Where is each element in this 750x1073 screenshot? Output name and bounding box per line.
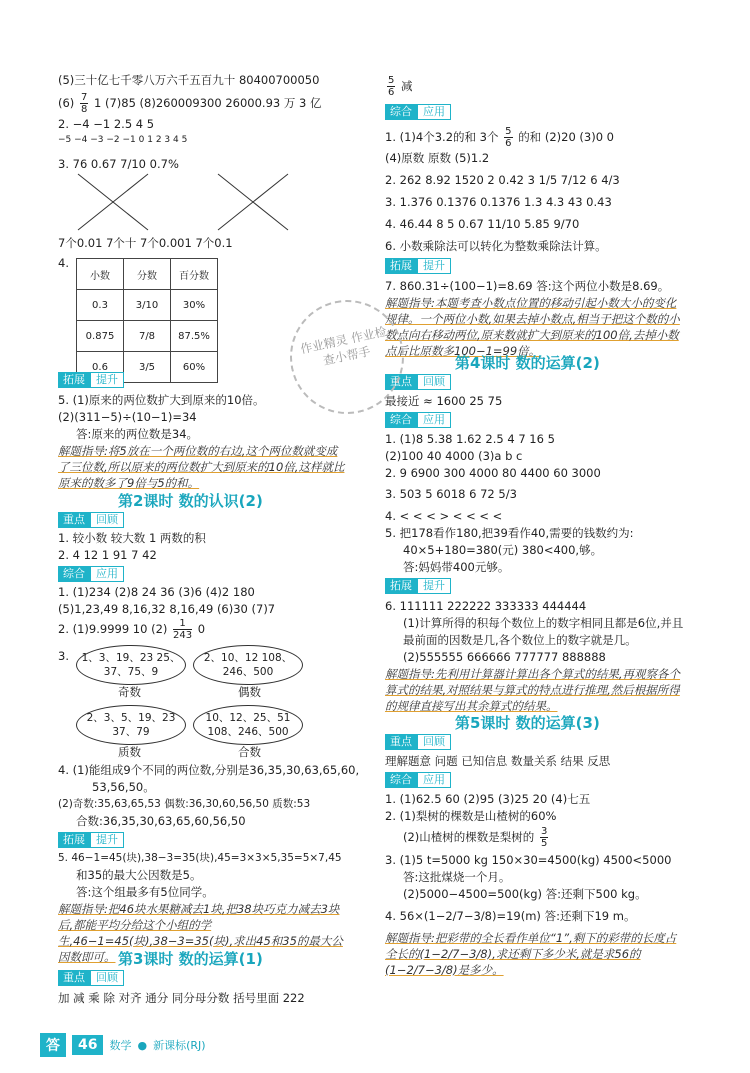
- solution-hint: 解题指导:把46块水果糖减去1块,把38块巧克力减去3块后,都能平均分给这个小组的学生,46−1=45(块),38−3=35(块),求出45和35的最大公因数即可。: [58, 902, 343, 964]
- text: (6): [58, 96, 75, 110]
- answer-line: 4. 56×(1−2/7−3/8)=19(m) 答:还剩下19 m。: [385, 909, 636, 923]
- page-number: 46: [72, 1035, 103, 1055]
- section-tag: 综合 应用: [385, 104, 451, 120]
- dot-icon: ●: [137, 1038, 148, 1052]
- lesson-title: 第5课时 数的运算(3): [455, 714, 600, 732]
- answer-line: 5. 把178看作180,把39看作40,需要的钱数约为:: [385, 526, 634, 540]
- answer-line: 53,56,50。: [92, 780, 155, 794]
- text: 2. (1)9.9999 10 (2): [58, 622, 168, 636]
- set-label: 质数: [118, 745, 141, 759]
- answer-line: 3. 503 5 6018 6 72 5/3: [385, 487, 517, 501]
- text: 1. (1)4个3.2的和 3个: [385, 130, 499, 144]
- answer-line: 2. 9 6900 300 4000 80 4400 60 3000: [385, 466, 601, 480]
- section-tag: 综合 应用: [385, 772, 451, 788]
- table-cell: 3/5: [124, 352, 171, 383]
- matching-lines: [68, 172, 298, 232]
- table-header: 百分数: [171, 259, 218, 290]
- answer-line: (1)计算所得的积每个数位上的数字相同且都是6位,并且: [403, 616, 684, 630]
- section-tag: 综合 应用: [58, 566, 124, 582]
- set-ellipse-composite: 10、12、25、51 108、246、500: [193, 705, 303, 745]
- answer-line: 2. 4 12 1 91 7 42: [58, 548, 157, 562]
- solution-hint: 解题指导:先利用计算器计算出各个算式的结果,再观察各个算式的结果,对照结果与算式的特点进行推理,然后根据所得的规律直接写出其余算式的结果。: [385, 667, 681, 713]
- answer-line: 3. 1.376 0.1376 0.1376 1.3 4.3 43 0.43: [385, 195, 612, 209]
- answer-line: 5. (1)原来的两位数扩大到原来的10倍。: [58, 393, 265, 407]
- answer-line: 1. (1)234 (2)8 24 36 (3)6 (4)2 180: [58, 585, 255, 599]
- answer-line: [385, 126, 614, 149]
- answer-line: [58, 618, 205, 641]
- table-cell: 0.875: [77, 321, 124, 352]
- fraction: $\frac{5}{6}$: [388, 75, 395, 98]
- table-cell: 87.5%: [171, 321, 218, 352]
- answer-line: [385, 75, 413, 98]
- answer-line: 答:这个组最多有5位同学。: [76, 885, 214, 899]
- solution-hint: 解题指导:把彩带的全长看作单位“1”,剩下的彩带的长度占全长的(1−2/7−3/8),求还剩下多少米,就是求56的(1−2/7−3/8)是多少。: [385, 931, 677, 977]
- matching-top: 3. 76 0.67 7/10 0.7%: [58, 157, 179, 171]
- table-cell: 0.6: [77, 352, 124, 383]
- section-tag: 拓展 提升: [58, 372, 124, 388]
- answer-line: 答:这批煤烧一个月。: [403, 870, 511, 884]
- lesson-title: 第2课时 数的认识(2): [118, 492, 263, 510]
- section-tag: 重点 回顾: [385, 374, 451, 390]
- set-label: 偶数: [238, 685, 261, 699]
- fraction: $\frac{1}{243}$: [173, 618, 193, 641]
- solution-hint: 解题指导:本题考查小数点位置的移动引起小数大小的变化规律。一个两位小数,如果去掉小数点,相当于把这个数的小数点向右移动两位,原来数就扩大到原来的100倍,去掉小数点后比原数多100−1=99倍。: [385, 296, 680, 358]
- set-ellipse-even: 2、10、12 108、246、500: [193, 645, 303, 685]
- solution-hint: 解题指导:将5放在一个两位数的右边,这个两位数就变成了三位数,所以原来的两位数扩大到原来的10倍,这样就比原来的数多了9倍与5的和。: [58, 444, 345, 490]
- answer-line: [58, 92, 322, 115]
- answer-line: (5)三十亿七千零八万六千五百九十 80400700050: [58, 73, 320, 87]
- number-line-labels: 2. −4 −1 2.5 4 5: [58, 117, 155, 131]
- fraction: $\frac{7}{8}$: [80, 92, 88, 115]
- section-tag: 拓展 提升: [385, 578, 451, 594]
- answer-line: 5. 46−1=45(块),38−3=35(块),45=3×3×5,35=5×7,45: [58, 852, 342, 864]
- answer-line: 答:原来的两位数是34。: [76, 427, 199, 441]
- fraction: $\frac{5}{6}$: [505, 126, 512, 149]
- matching-bottom: 7个0.01 7个十 7个0.001 7个0.1: [58, 236, 233, 250]
- answer-line: 答:妈妈带400元够。: [403, 560, 510, 574]
- table-header: 小数: [77, 259, 124, 290]
- answer-line: (4)原数 原数 (5)1.2: [385, 151, 490, 165]
- question-number: 4.: [58, 256, 69, 270]
- answer-line: 理解题意 问题 已知信息 数量关系 结果 反思: [385, 754, 611, 768]
- page-footer: [40, 1033, 206, 1057]
- answer-line: 6. 小数乘除法可以转化为整数乘除法计算。: [385, 239, 607, 253]
- answer-line: 1. (1)8 5.38 1.62 2.5 4 7 16 5: [385, 432, 555, 446]
- answer-line: 40×5+180=380(元) 380<400,够。: [403, 543, 603, 557]
- answer-line: 加 减 乘 除 对齐 通分 同分母分数 括号里面 222: [58, 991, 305, 1005]
- answer-line: (5)1,23,49 8,16,32 8,16,49 (6)30 (7)7: [58, 602, 276, 616]
- answer-line: 合数:36,35,30,63,65,60,56,50: [76, 814, 246, 828]
- answer-line: 4. 46.44 8 5 0.67 11/10 5.85 9/70: [385, 217, 580, 231]
- table-cell: 60%: [171, 352, 218, 383]
- section-tag: 拓展 提升: [385, 258, 451, 274]
- lesson-title: 第3课时 数的运算(1): [118, 950, 263, 968]
- answer-line: 4. (1)能组成9个不同的两位数,分别是36,35,30,63,65,60,: [58, 763, 360, 777]
- section-tag: 重点 回顾: [385, 734, 451, 750]
- text: 1 (7)85 (8)260009300 26000.93 万 3 亿: [93, 96, 322, 110]
- answer-line: 2. 262 8.92 1520 2 0.42 3 1/5 7/12 6 4/3: [385, 173, 620, 187]
- table-cell: 30%: [171, 290, 218, 321]
- answer-line: (2)555555 666666 777777 888888: [403, 650, 606, 664]
- set-ellipse-odd: 1、3、19、23 25、37、75、9: [76, 645, 186, 685]
- answer-line: [403, 826, 550, 849]
- text: 的和 (2)20 (3)0 0: [518, 130, 614, 144]
- answer-line: 7. 860.31÷(100−1)=8.69 答:这个两位小数是8.69。: [385, 279, 670, 293]
- answer-line: 4. < < < > < < < <: [385, 509, 503, 523]
- answer-line: 6. 111111 222222 333333 444444: [385, 599, 587, 613]
- table-header: 分数: [124, 259, 171, 290]
- table-cell: 7/8: [124, 321, 171, 352]
- answer-line: (2)奇数:35,63,65,53 偶数:36,30,60,56,50 质数:53: [58, 798, 311, 810]
- answer-line: 1. 较小数 较大数 1 两数的积: [58, 531, 206, 545]
- table-cell: 0.3: [77, 290, 124, 321]
- answer-line: 3. (1)5 t=5000 kg 150×30=4500(kg) 4500<5000: [385, 853, 672, 867]
- footer-edition: 新课标(RJ): [153, 1039, 206, 1052]
- section-tag: 拓展 提升: [58, 832, 124, 848]
- fraction: $\frac{3}{5}$: [540, 826, 548, 849]
- answer-line: 最前面的因数是几,各个数位上的数字就是几。: [403, 633, 637, 647]
- answer-line: (2)5000−4500=500(kg) 答:还剩下500 kg。: [403, 887, 647, 901]
- answer-line: 2. (1)梨树的棵数是山楂树的60%: [385, 809, 557, 823]
- footer-subject: 数学: [109, 1039, 132, 1052]
- answer-line: (2)100 40 4000 (3)a b c: [385, 449, 523, 463]
- page-label: 答: [40, 1033, 66, 1057]
- set-label: 奇数: [118, 685, 141, 699]
- section-tag: 重点 回顾: [58, 970, 124, 986]
- answer-line: 最接近 ≈ 1600 25 75: [385, 394, 503, 408]
- set-label: 合数: [238, 745, 261, 759]
- answer-line: 1. (1)62.5 60 (2)95 (3)25 20 (4)七五: [385, 792, 591, 806]
- text: 0: [197, 622, 206, 636]
- section-tag: 重点 回顾: [58, 512, 124, 528]
- text: (2)山楂树的棵数是梨树的: [403, 830, 535, 844]
- watermark-stamp: 作业精灵 作业检查小帮手: [279, 289, 414, 424]
- answer-line: 和35的最大公因数是5。: [76, 868, 202, 882]
- number-line-ticks: −5 −4 −3 −2 −1 0 1 2 3 4 5: [58, 135, 188, 145]
- question-number: 3.: [58, 649, 69, 663]
- section-tag: 综合 应用: [385, 412, 451, 428]
- answer-line: (2)(311−5)÷(10−1)=34: [58, 410, 197, 424]
- set-ellipse-prime: 2、3、5、19、23 37、79: [76, 705, 186, 745]
- lesson-title: 第4课时 数的运算(2): [455, 354, 600, 372]
- percent-table: [76, 258, 218, 383]
- text: 减: [401, 79, 413, 93]
- table-cell: 3/10: [124, 290, 171, 321]
